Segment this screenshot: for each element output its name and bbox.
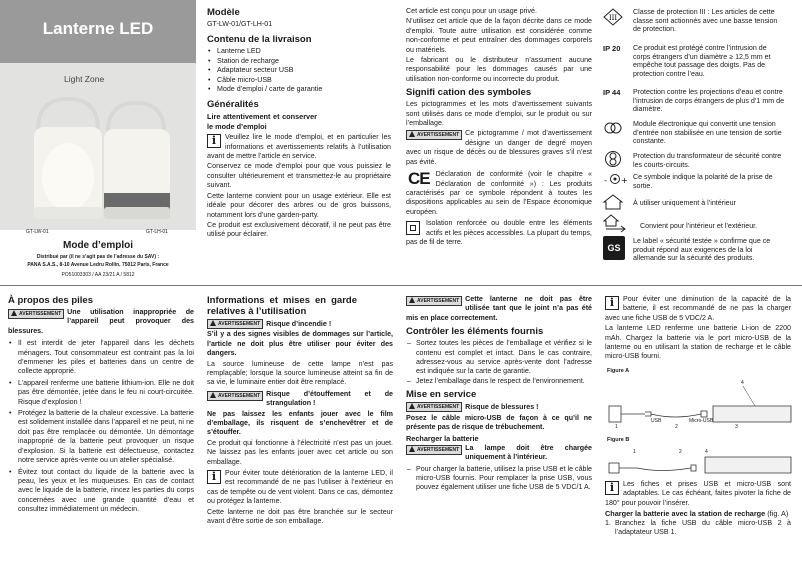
class3-text: Classe de protection III : Les articles de cette classe sont actionnés avec une basse tension de protection. [633,8,778,34]
plug-orientation-info: i Les fiches et prises USB et micro-USB sont adaptables. Le cas échéant, faites pivoter la fiche de 180° pour pouvoir l’insérer. [605,480,791,507]
station-charge-heading: Charger la batterie avec la station de recharge (fig. A) [605,509,789,519]
model-label-left: GT-LW-01 [26,229,49,235]
warning-badge: AVERTISSEMENT [8,309,64,319]
figure-a-callout-2: 2 [675,424,678,430]
figure-b-callout-2: 2 [679,449,682,455]
figure-b [605,437,791,477]
polarity-text: Ce symbole indique la polarité de la prise de sortie. [633,173,773,190]
list-item: – Pour charger la batterie, utilisez la prise USB et le câble micro-USB fournis. Pour remplacer la prise USB, vous pouvez également utiliser une fiche USB de 5 VDC/1 A. [406,465,592,493]
figure-b-label: Figure B [607,437,630,443]
figure-a [605,368,791,430]
figure-a-callout-3: 3 [735,424,738,430]
batteries-heading: À propos des piles [8,295,93,306]
usage-section [207,295,393,527]
figure-a-usb-label: USB [651,418,662,424]
ip44-label: IP 44 [603,88,621,97]
model-heading: Modèle [207,7,240,18]
charge-list [406,465,592,493]
warning-symbol-text: AVERTISSEMENT Ce pictogramme / mot d’avertissement désigne un danger de degré moyen avec un risque de décès ou de blessures graves s’il n’est pas évité. [406,129,592,166]
warning-badge: AVERTISSEMENT [207,319,263,329]
keep-text: Conservez ce mode d’emploi pour que vous puissiez le consulter ultérieurement et transmettez-le au propriétaire suivant. [207,162,391,190]
model-numbers: GT-LW-01/GT-LH-01 [207,20,273,28]
warning-badge: AVERTISSEMENT [207,391,263,401]
indoor-text: À utiliser uniquement à l’intérieur [633,199,736,207]
unpack-before-charging-text: Cette lanterne ne doit pas être branchée sur le secteur avant d’être sortie de son emballage. [207,507,393,525]
symbols-intro: Les pictogrammes et les mots d’avertissement suivants sont utilisés dans ce mode d’emploi, sur le produit ou sur l’emballage. [406,100,592,128]
list-item: • Adaptateur secteur USB [207,66,391,75]
read-heading: Lire attentivement et conserver le mode d’emploi [207,112,317,131]
model-label-right: GT-LH-01 [146,229,168,235]
check-list [406,339,592,386]
gs-text: Le label « sécurité testée » confirme que ce produit répond aux exigences de la loi allemande sur la sécurité des produits. [633,237,771,263]
choke-warning-bold: Ne pas laissez les enfants jouer avec le film d’emballage, ils risquent de s’enchevêtrer et de s’étouffer. [207,409,393,437]
svg-text:-: - [604,176,607,185]
figure-b-callout-1: 1 [633,449,636,455]
product-code: PO51003303 / AA 23/21 A / 5812 [61,272,135,278]
warning-triangle-icon [210,320,216,326]
svg-text:+: + [621,176,628,185]
warning-triangle-icon [409,446,415,452]
list-item: – Sortez toutes les pièces de l’emballage et vérifiez si le contenu est complet et intact. Dans le cas contraire, adressez-vous au service après-vente dont l’adresse est indiquée sur la carte de garantie. [406,339,592,377]
page-divider [0,285,802,286]
list-item: • Mode d’emploi / carte de garantie [207,85,391,94]
storm-info-text: i Pour éviter toute détérioration de la lanterne LED, il est recommandé de ne pas l’utiliser à l’extérieur en cas de tempête ou de vent violent. Dans ce cas, démontez ou protégez la lanterne. [207,468,393,506]
smps-icon [603,121,623,135]
step-1: 1. Branchez la fiche USB du câble micro-USB 2 à l’adaptateur USB 1. [605,518,791,537]
warning-triangle-icon [409,297,415,303]
indoor-outdoor-text: Convient pour l’intérieur et l’extérieur. [640,222,758,230]
cover-title: Lanterne LED [42,19,154,38]
liability-text: Le fabricant ou le distributeur n’assument aucune responsabilité pour les dommages causés par une utilisation non-conforme ou incorrecte du produit. [406,56,592,83]
charge-heading: Recharger la batterie [406,434,479,444]
symbols-heading: Signifi cation des symboles [406,87,532,99]
warning-badge: AVERTISSEMENT [406,402,462,412]
ce-symbol-text: CE Déclaration de conformité (voir le chapitre « Déclaration de conformité ») : Les produits caractérisés par ce symbole répondent à toutes les dispositions applicables au sein de l’Espace économique européen. [406,169,592,216]
transformer-icon [603,150,623,168]
smps-text: Module électronique qui convertit une tension d’entrée non stabilisée en une tension de sortie constante. [633,120,782,146]
contents-heading: Contenu de la livraison [207,34,312,46]
indoor-icon [603,194,623,210]
figure-a-callout-1: 1 [615,424,618,430]
figure-a-micro-usb-label: Micro-USB [689,418,714,424]
fire-warning-title: AVERTISSEMENT Risque d’incendie ! [207,319,393,329]
setup-section [406,295,592,493]
list-item: • Câble micro-USB [207,76,391,85]
figure-b-callout-4: 4 [705,449,708,455]
figure-a-callout-4: 4 [741,380,744,386]
batteries-warning: AVERTISSEMENT Une utilisation inappropriée de l’appareil peut provoquer des blessures. [8,308,194,335]
ce-mark-icon: CE [408,169,430,189]
manual-title: Mode d’emploi [63,240,133,251]
private-use-text: Cet article est conçu pour un usage privé. [406,7,537,15]
usage-heading: Informations et mises en garde relatives à l’utilisation [207,295,357,317]
figure-a-label: Figure A [607,368,630,374]
info-icon: i [207,470,221,484]
warning-badge: AVERTISSEMENT [406,296,462,306]
distributor-address: PANA S.A.S., 8-10 Avenue Ledru Rollin, 75012 Paris, France [27,262,169,268]
info-icon: i [605,481,619,495]
ip20-label: IP 20 [603,44,621,53]
warning-triangle-icon [409,403,415,409]
decor-text: Ce produit est exclusivement décoratif, il ne peut pas être utilisé pour éclairer. [207,220,391,239]
charging-section [605,295,791,363]
list-item: • Évitez tout contact du liquide de la batterie avec la peau, les yeux et les muqueuses. En cas de contact avec le liquide de la batterie, rincez les parties du corps concernées avec une grande quantité d’eau et consultez immédiatement un médecin. [8,468,194,515]
injury-warning-title: AVERTISSEMENT Risque de blessures ! [406,402,592,412]
warning-badge: AVERTISSEMENT [406,445,462,455]
check-heading: Contrôler les éléments fournis [406,326,544,338]
batteries-section [8,295,194,515]
use-text: Cette lanterne convient pour un usage extérieur. Elle est idéale pour décorer des arbres ou de gros buissons, notamment lors d’une garden-party. [207,191,391,219]
capacity-info: i Pour éviter une diminution de la capacité de la batterie, il est recommandé de ne pas la charger avec une fiche USB de 5 VDC/2 A. [605,295,791,322]
gs-mark-icon: GS [603,236,625,260]
indoor-outdoor-icon [603,214,627,232]
transformer-text: Protection du transformateur de sécurité contre les courts-circuits. [633,152,782,169]
injury-warning-bold: Posez le câble micro-USB de façon à ce qu’il ne présente pas de risque de trébuchement. [406,413,592,431]
ip20-text: Ce produit est protégé contre l’intrusion de corps étrangers d’un diamètre ≥ 12,5 mm et empêche tout passage des doigts. Pas de protection contre l’eau. [633,44,771,78]
warning-triangle-icon [11,310,17,316]
warning-triangle-icon [210,392,216,398]
warning-badge: AVERTISSEMENT [406,130,462,140]
polarity-icon [603,173,627,185]
list-item: • Il est interdit de jeter l’appareil dans les déchets ménagers. Tout consommateur est contraint pas la loi d’emmener les piles et batteries dans un centre de collecte approprié. [8,339,194,377]
choke-warning-title: AVERTISSEMENT Risque d’étouffement et de strangulation ! [207,390,393,409]
charge-warning: AVERTISSEMENT La lampe doit être chargée uniquement à l’intérieur. [406,444,592,463]
list-item: • Station de recharge [207,57,391,66]
batteries-list [8,339,194,514]
charging-section-lower [605,480,791,538]
list-item: • L’appareil renferme une batterie lithium-ion. Elle ne doit pas être démontée, jetée dans le feu ni court-circuitée. Risque d’explosion ! [8,379,194,407]
read-text: i Veuillez lire le mode d’emploi, et en particulier les informations et avertissements relatifs à l’utilisation avant de mettre l’article en service. [207,133,391,161]
seal-warning: AVERTISSEMENT Cette lanterne ne doit pas être utilisée tant que le joint n’a pas été mis en place correctement. [406,295,592,322]
fire-warning-text: La source lumineuse de cette lampe n’est pas remplaçable; lorsque la source lumineuse atteint sa fin de sa vie, le luminaire entier doit être remplacé. [207,359,393,387]
list-item: • Protégez la batterie de la chaleur excessive. La batterie est solidement installée dans l’appareil et ne peut, ni ne doit pas être remplacée ou démontée. Un démontage inapproprié de la batterie peut provoquer un risque d’explosion. Si la batterie est défectueuse, contactez notre service après-vente ou un atelier spécialisé. [8,409,194,465]
brand-logo-text: Light Zone [64,74,105,84]
battery-info: La lanterne LED renferme une batterie Li-ion de 2200 mAh. Chargez la batterie via le port micro-USB de la lanterne ou en utilisant la station de recharge et le câble micro-USB fourni. [605,324,791,361]
double-insulation-text: Isolation renforcée ou double entre les éléments actifs et les pièces accessibles. La plupart du temps, pas de fil de terre. [406,219,592,246]
ip44-text: Protection contre les projections d’eau et contre l’intrusion de corps étrangers de plus d’1 mm de diamètre. [633,88,785,114]
general-heading: Généralités [207,99,259,111]
misuse-text: N’utilisez cet article que de la façon décrite dans ce mode d’emploi. Toute autre utilisation est considérée comme non-conforme et peut entraîner des dommages corporels ou matériels. [406,17,592,54]
info-icon: i [605,296,619,310]
service-heading: Mise en service [406,389,477,401]
choke-warning-text: Ce produit qui fonctionne à l’électricité n’est pas un jouet. Ne laissez pas les enfants jouer avec cet article ou son emballage. [207,438,393,466]
list-item: • Lanterne LED [207,47,391,56]
svg-text:III: III [608,14,618,22]
class3-icon [603,8,623,26]
list-item: – Jetez l’emballage dans le respect de l’environnement. [406,377,592,386]
fire-warning-bold: S’il y a des signes visibles de dommages sur l’article, l’article ne doit plus être utiliser pour éviter des dangers. [207,330,393,358]
distributor-note: Distribué par (il ne s’agit pas de l’adresse du SAV) : [36,254,160,260]
info-icon: i [207,134,221,148]
